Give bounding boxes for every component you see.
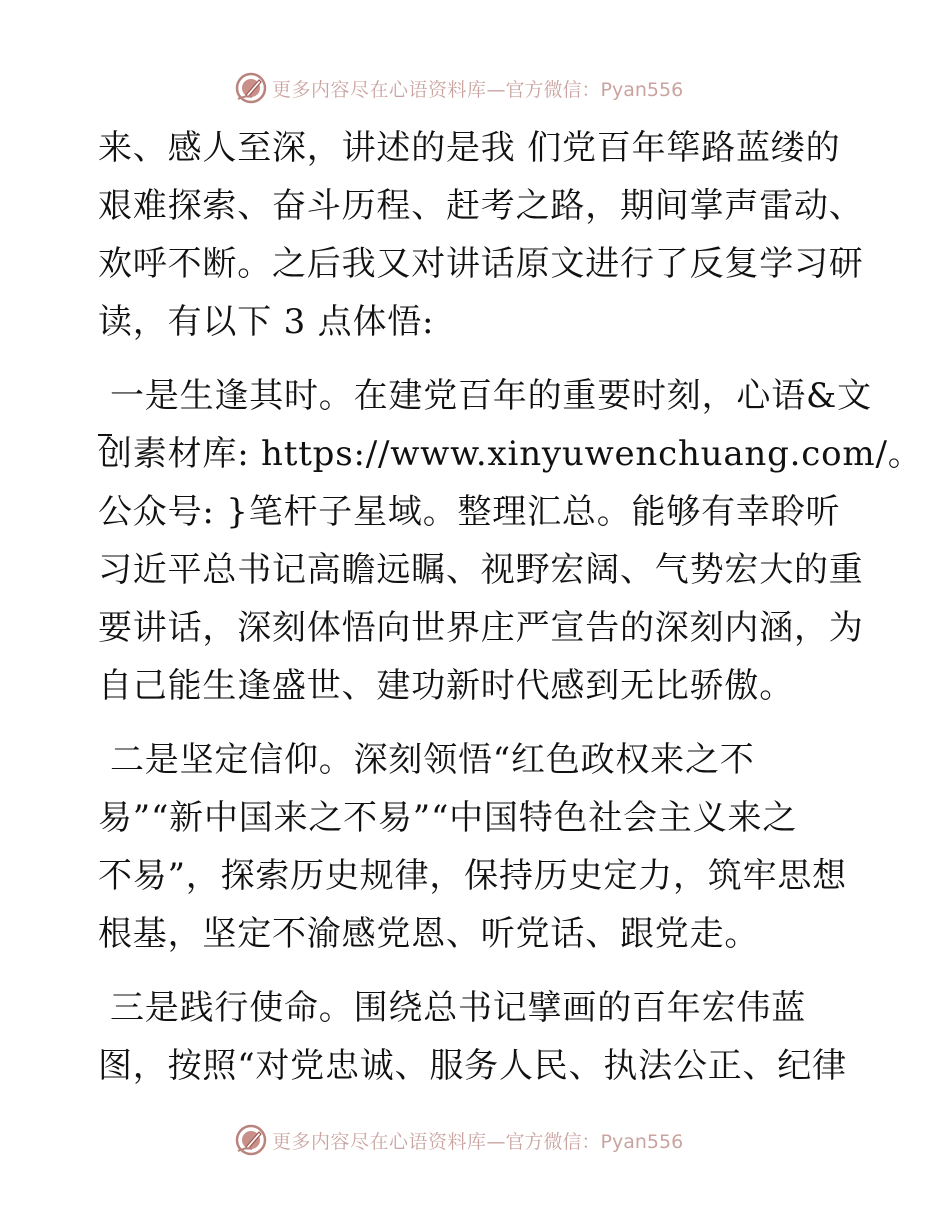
paragraph-start-line: 一是生逢其时。在建党百年的重要时刻，心语&文 [110,376,872,416]
text-line: 图，按照“对党忠诚、服务人民、执法公正、纪律 [98,1046,847,1086]
text-line: 根基，坚定不渝感党恩、听党话、跟党走。 [98,914,760,954]
banner-text: 更多内容尽在心语资料库 [272,1130,487,1153]
pen-logo-icon [234,1123,268,1157]
text-line: 习近平总书记高瞻远瞩、视野宏阔、气势宏大的重 [98,550,864,590]
text-line: 不易”，探索历史规律，保持历史定力，筑牢思想 [98,856,847,896]
text-line: 来、感人至深，讲述的是我 们党百年筚路蓝缕的 [98,128,841,168]
text-line: 自己能生逢盛世、建功新时代感到无比骄傲。 [98,666,794,706]
banner-wechat: —官方微信：Pyan556 [486,78,684,101]
text-line: 欢呼不断。之后我又对讲话原文进行了反复学习研 [98,244,864,284]
paragraph-start-line: 二是坚定信仰。深刻领悟“红色政权来之不 [110,740,755,780]
text-line: 读，有以下 3 点体悟: [98,302,435,342]
text-line: 要讲话，深刻体悟向世界庄严宣告的深刻内涵，为 [98,608,864,648]
text-line: 易”“新中国来之不易”“中国特色社会主义来之 [98,798,798,838]
text-line: 公众号: }笔杆子星域。整理汇总。能够有幸聆听 [98,492,841,532]
text-line: 艰难探索、奋斗历程、赶考之路，期间掌声雷动、 [98,186,864,226]
banner-wechat: —官方微信：Pyan556 [486,1130,684,1153]
text-line: 创素材库: https://www.xinyuwenchuang.com/。 [98,434,923,474]
paragraph-start-line: 三是践行使命。围绕总书记擘画的百年宏伟蓝 [110,988,806,1028]
banner-text: 更多内容尽在心语资料库 [272,78,487,101]
header-banner [0,68,950,108]
pen-logo-icon [234,71,268,105]
footer-banner [0,1120,950,1160]
